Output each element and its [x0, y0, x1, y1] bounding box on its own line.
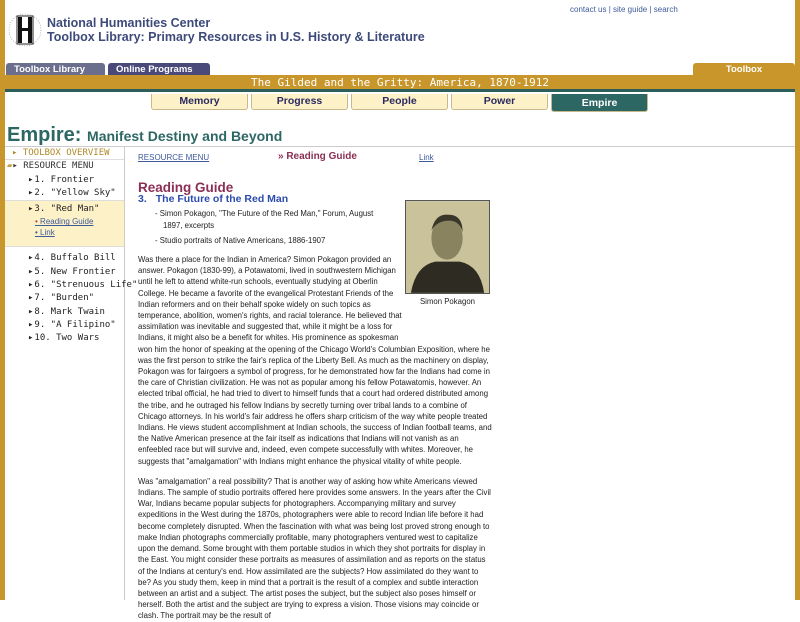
resource-menu-label: RESOURCE MENU — [23, 161, 94, 172]
source-text: Studio portraits of Native Americans, 1886-1907 — [159, 235, 326, 245]
section-heading: Reading Guide — [138, 180, 234, 195]
sidebar-item-4[interactable]: ▸ 4. Buffalo Bill — [5, 252, 124, 265]
current-page-label: » Reading Guide — [278, 151, 357, 162]
sidebar-item-1[interactable]: ▸ 1. Frontier — [5, 174, 124, 187]
portrait-caption: Simon Pokagon — [419, 297, 476, 306]
tab-online-programs[interactable]: Online Programs — [108, 63, 210, 76]
main-content — [138, 150, 492, 622]
sidebar-item-8[interactable]: ▸ 8. Mark Twain — [5, 306, 124, 319]
sidebar-item-6[interactable]: ▸ 6. "Strenuous Life" — [5, 279, 124, 292]
resource-number: 3. — [138, 193, 147, 206]
tab-toolbox[interactable]: Toolbox — [693, 63, 795, 76]
banner-title: The Gilded and the Gritty: America, 1870-1912 — [5, 75, 795, 92]
search-link[interactable]: search — [653, 5, 678, 14]
resource-title-text: The Future of the Red Man — [155, 193, 289, 206]
portrait-figure — [405, 200, 490, 307]
page-title — [7, 124, 282, 147]
source-text: Simon Pokagon, "The Future of the Red Man," Forum, August 1897, excerpts — [159, 209, 374, 230]
contact-us-link[interactable]: contact us — [570, 5, 607, 14]
paragraph-1-text: Was there a place for the Indian in America? Simon Pokagon provided an answer. Pokagon (1830-99), a Potawatomi, lived in southwestern Michigan until he left to attend white-run schools, eventually studying at Oberlin College. He became a favorite of the evangelical Protestant Friends of the Indian reformers and on their behalf spoke widely on such topics as temperance, abolition, women's rights, and racial tolerance. He believed that assimilation was inevitable and suggested that, while it might be a loss for Indians, it might also be a benefit for whites. His prominence as spokesman won him the honor of speaking at the opening of the Chicago World's Columbian Exposition, where he was the first person to strike the fair's replica of the Liberty Bell. As much as the machinery on display, Pokagon was for fairgoers a symbol of progress, for he demonstrated how far the Indians had come in the care of Christian civilization. He was not as popular among his fellow Potawatomis, however. An elected tribal official, he had tried to divert to himself funds that a court had ordered distributed among the tribe, and he outraged his fellow Indians by secretly turning over tribal lands to a combine of Chicago attorneys. In his world's fair address he offers sharp criticism of the way white people treated Indians. He views student accomplishment at Indian schools, the success of Indian football teams, and the Native American presence at the fair itself as indications that Indians will not vanish as an enfeebled race but will survive and, indeed, even compete successfully with whites. Moreover, he suggests that "amalgamation" with Indians might enhance the physical vitality of white people. — [138, 255, 492, 466]
subtab-power[interactable]: Power — [451, 94, 548, 110]
sidebar-item-3[interactable]: ▸ 3. "Red Man" — [5, 203, 124, 216]
source-item: - Simon Pokagon, "The Future of the Red Man," Forum, August 1897, excerpts — [155, 209, 374, 230]
top-links: contact us | site guide | search — [570, 5, 678, 14]
nhc-logo[interactable] — [8, 4, 42, 58]
sidebar-item-10[interactable]: ▸ 10. Two Wars — [5, 332, 124, 345]
reading-guide-label: Reading Guide — [40, 217, 94, 227]
org-name[interactable]: National Humanities Center — [47, 16, 211, 30]
link-label: Link — [40, 228, 55, 238]
overview-label: TOOLBOX OVERVIEW — [22, 148, 110, 158]
subtab-people[interactable]: People — [351, 94, 448, 110]
site-header — [47, 16, 425, 44]
sidebar-item-9[interactable]: ▸ 9. "A Filipino" — [5, 319, 124, 332]
portrait-photo[interactable] — [405, 200, 490, 294]
link-link[interactable]: Link — [419, 153, 434, 162]
sidebar-sublink-link[interactable]: • Link — [35, 228, 55, 238]
sidebar-item-5[interactable]: ▸ 5. New Frontier — [5, 266, 124, 279]
subtab-progress[interactable]: Progress — [251, 94, 348, 110]
sidebar — [5, 147, 138, 600]
sidebar-item-2[interactable]: ▸ 2. "Yellow Sky" — [5, 187, 124, 200]
site-guide-link[interactable]: site guide — [613, 5, 648, 14]
tab-toolbox-library[interactable]: Toolbox Library — [6, 63, 105, 76]
sidebar-active-group — [5, 200, 124, 247]
title-main: Empire: — [7, 124, 82, 146]
sidebar-sublink-reading-guide[interactable]: • Reading Guide — [35, 217, 94, 227]
title-sub: Manifest Destiny and Beyond — [87, 128, 283, 144]
site-subtitle[interactable]: Toolbox Library: Primary Resources in U.S. History & Literature — [47, 30, 425, 44]
subtab-memory[interactable]: Memory — [151, 94, 248, 110]
sidebar-resource-menu[interactable]: ▰▸ RESOURCE MENU — [7, 161, 94, 172]
paragraph-2: Was "amalgamation" a real possibility? That is another way of asking how white Americans viewed Indians. The sample of studio portraits offered here provides some answers. In the years after the Civil War, Indians became popular subjects for photographers. Accompanying military and survey expeditions in the West during the 1870s, photographers were able to record Indian life before it had become completely disrupted. When the fascination with what was being lost proved strong enough to make Indian photographs commercially profitable, many photographers ventured west to capitalize upon the demand. Some brought with them portable studios in which they shot portraits for display in the East. You might consider these portraits as measures of assimilation and as reports on the status of the Indians at century's end. How assimilated are the subjects? How assimilated do they want to be? As you study them, keep in mind that a portrait is the result of a complex and subtle interaction between an artist and a subject. The artist poses the subject, but the subject also poses himself or herself. Both the artist and the subject are trying to express a vision. Those visions may coincide or clash. The portrait may be the result of — [138, 476, 491, 621]
resource-menu-link[interactable]: RESOURCE MENU — [138, 153, 210, 162]
subtab-empire[interactable]: Empire — [551, 94, 648, 112]
source-item: - Studio portraits of Native Americans, 1886-1907 — [155, 235, 326, 245]
folder-icon: ▰ — [7, 161, 13, 172]
resource-nav — [138, 150, 492, 184]
sidebar-item-7[interactable]: ▸ 7. "Burden" — [5, 292, 124, 305]
sidebar-toolbox-overview[interactable]: ▸ TOOLBOX OVERVIEW — [5, 147, 124, 160]
sources-list — [155, 208, 390, 246]
